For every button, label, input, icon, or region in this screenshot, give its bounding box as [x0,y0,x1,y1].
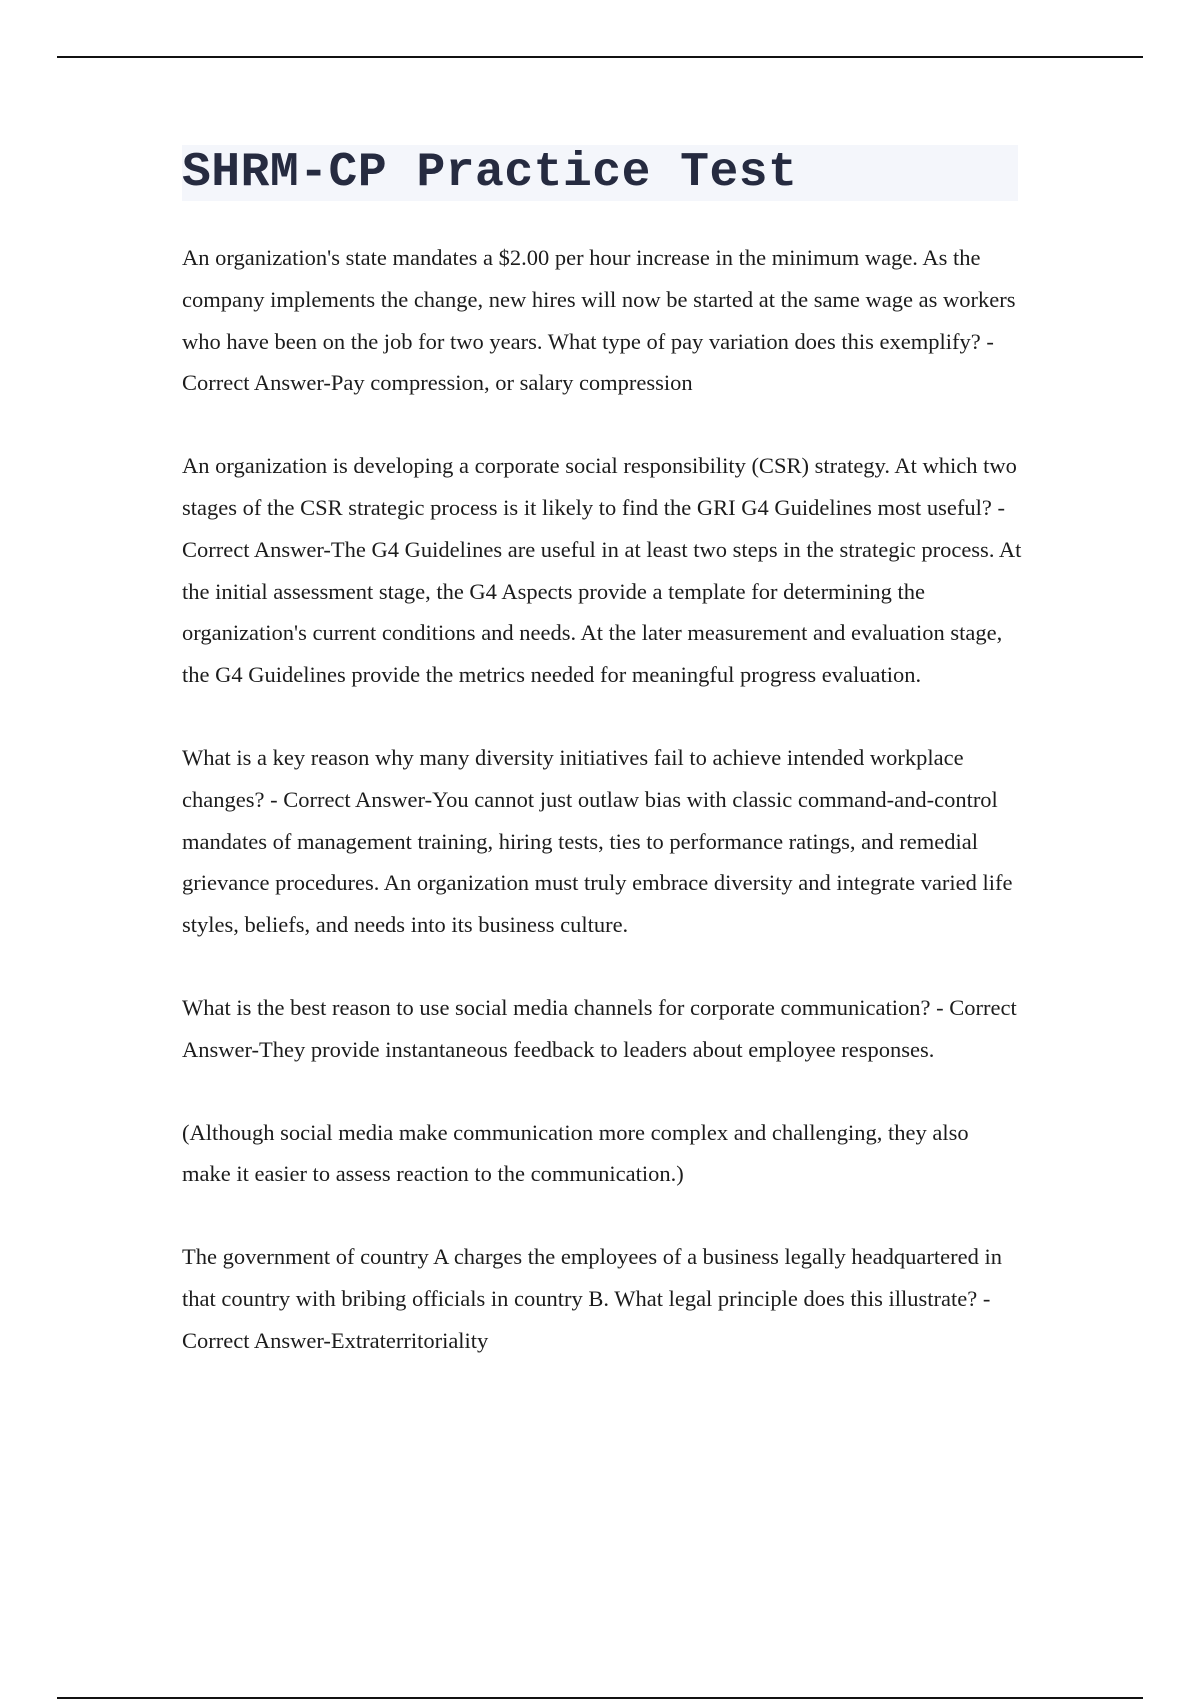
top-rule [57,56,1143,58]
qa-paragraph-4: What is the best reason to use social media channels for corporate communication? - Correct Answer-They provide instantaneous feedback to leaders about employee responses. [182,994,1017,1062]
page-title: SHRM-CP Practice Test [182,146,798,200]
qa-paragraph-3: What is a key reason why many diversity initiatives fail to achieve intended workplace changes? - Correct Answer-You cannot just outlaw bias with classic command-and-control mandates of management training, hiring tests, ties to performance ratings, and remedial grievance procedures. An organization must truly embrace diversity and integrate varied life styles, beliefs, and needs into its business culture. [182,744,1013,938]
bottom-rule [57,1697,1143,1699]
title-banner [182,145,1018,201]
qa-paragraph-6: The government of country A charges the employees of a business legally headquartered in that country with bribing officials in country B. What legal principle does this illustrate? - Correct Answer-Extraterritoriality [182,1244,1002,1353]
document-body [182,237,1022,1403]
qa-paragraph-5: (Although social media make communication more complex and challenging, they also make it easier to assess reaction to the communication.) [182,1119,969,1187]
qa-paragraph-1: An organization's state mandates a $2.00 per hour increase in the minimum wage. As the company implements the change, new hires will now be started at the same wage as workers who have been on the job for two years. What type of pay variation does this exemplify? - Correct Answer-Pay compression, or salary compression [182,245,1016,396]
qa-paragraph-2: An organization is developing a corporate social responsibility (CSR) strategy. At which two stages of the CSR strategic process is it likely to find the GRI G4 Guidelines most useful? - Correct Answer-The G4 Guidelines are useful in at least two steps in the strategic process. At the initial assessment stage, the G4 Aspects provide a template for determining the organization's current conditions and needs. At the later measurement and evaluation stage, the G4 Guidelines provide the metrics needed for meaningful progress evaluation. [182,453,1022,688]
